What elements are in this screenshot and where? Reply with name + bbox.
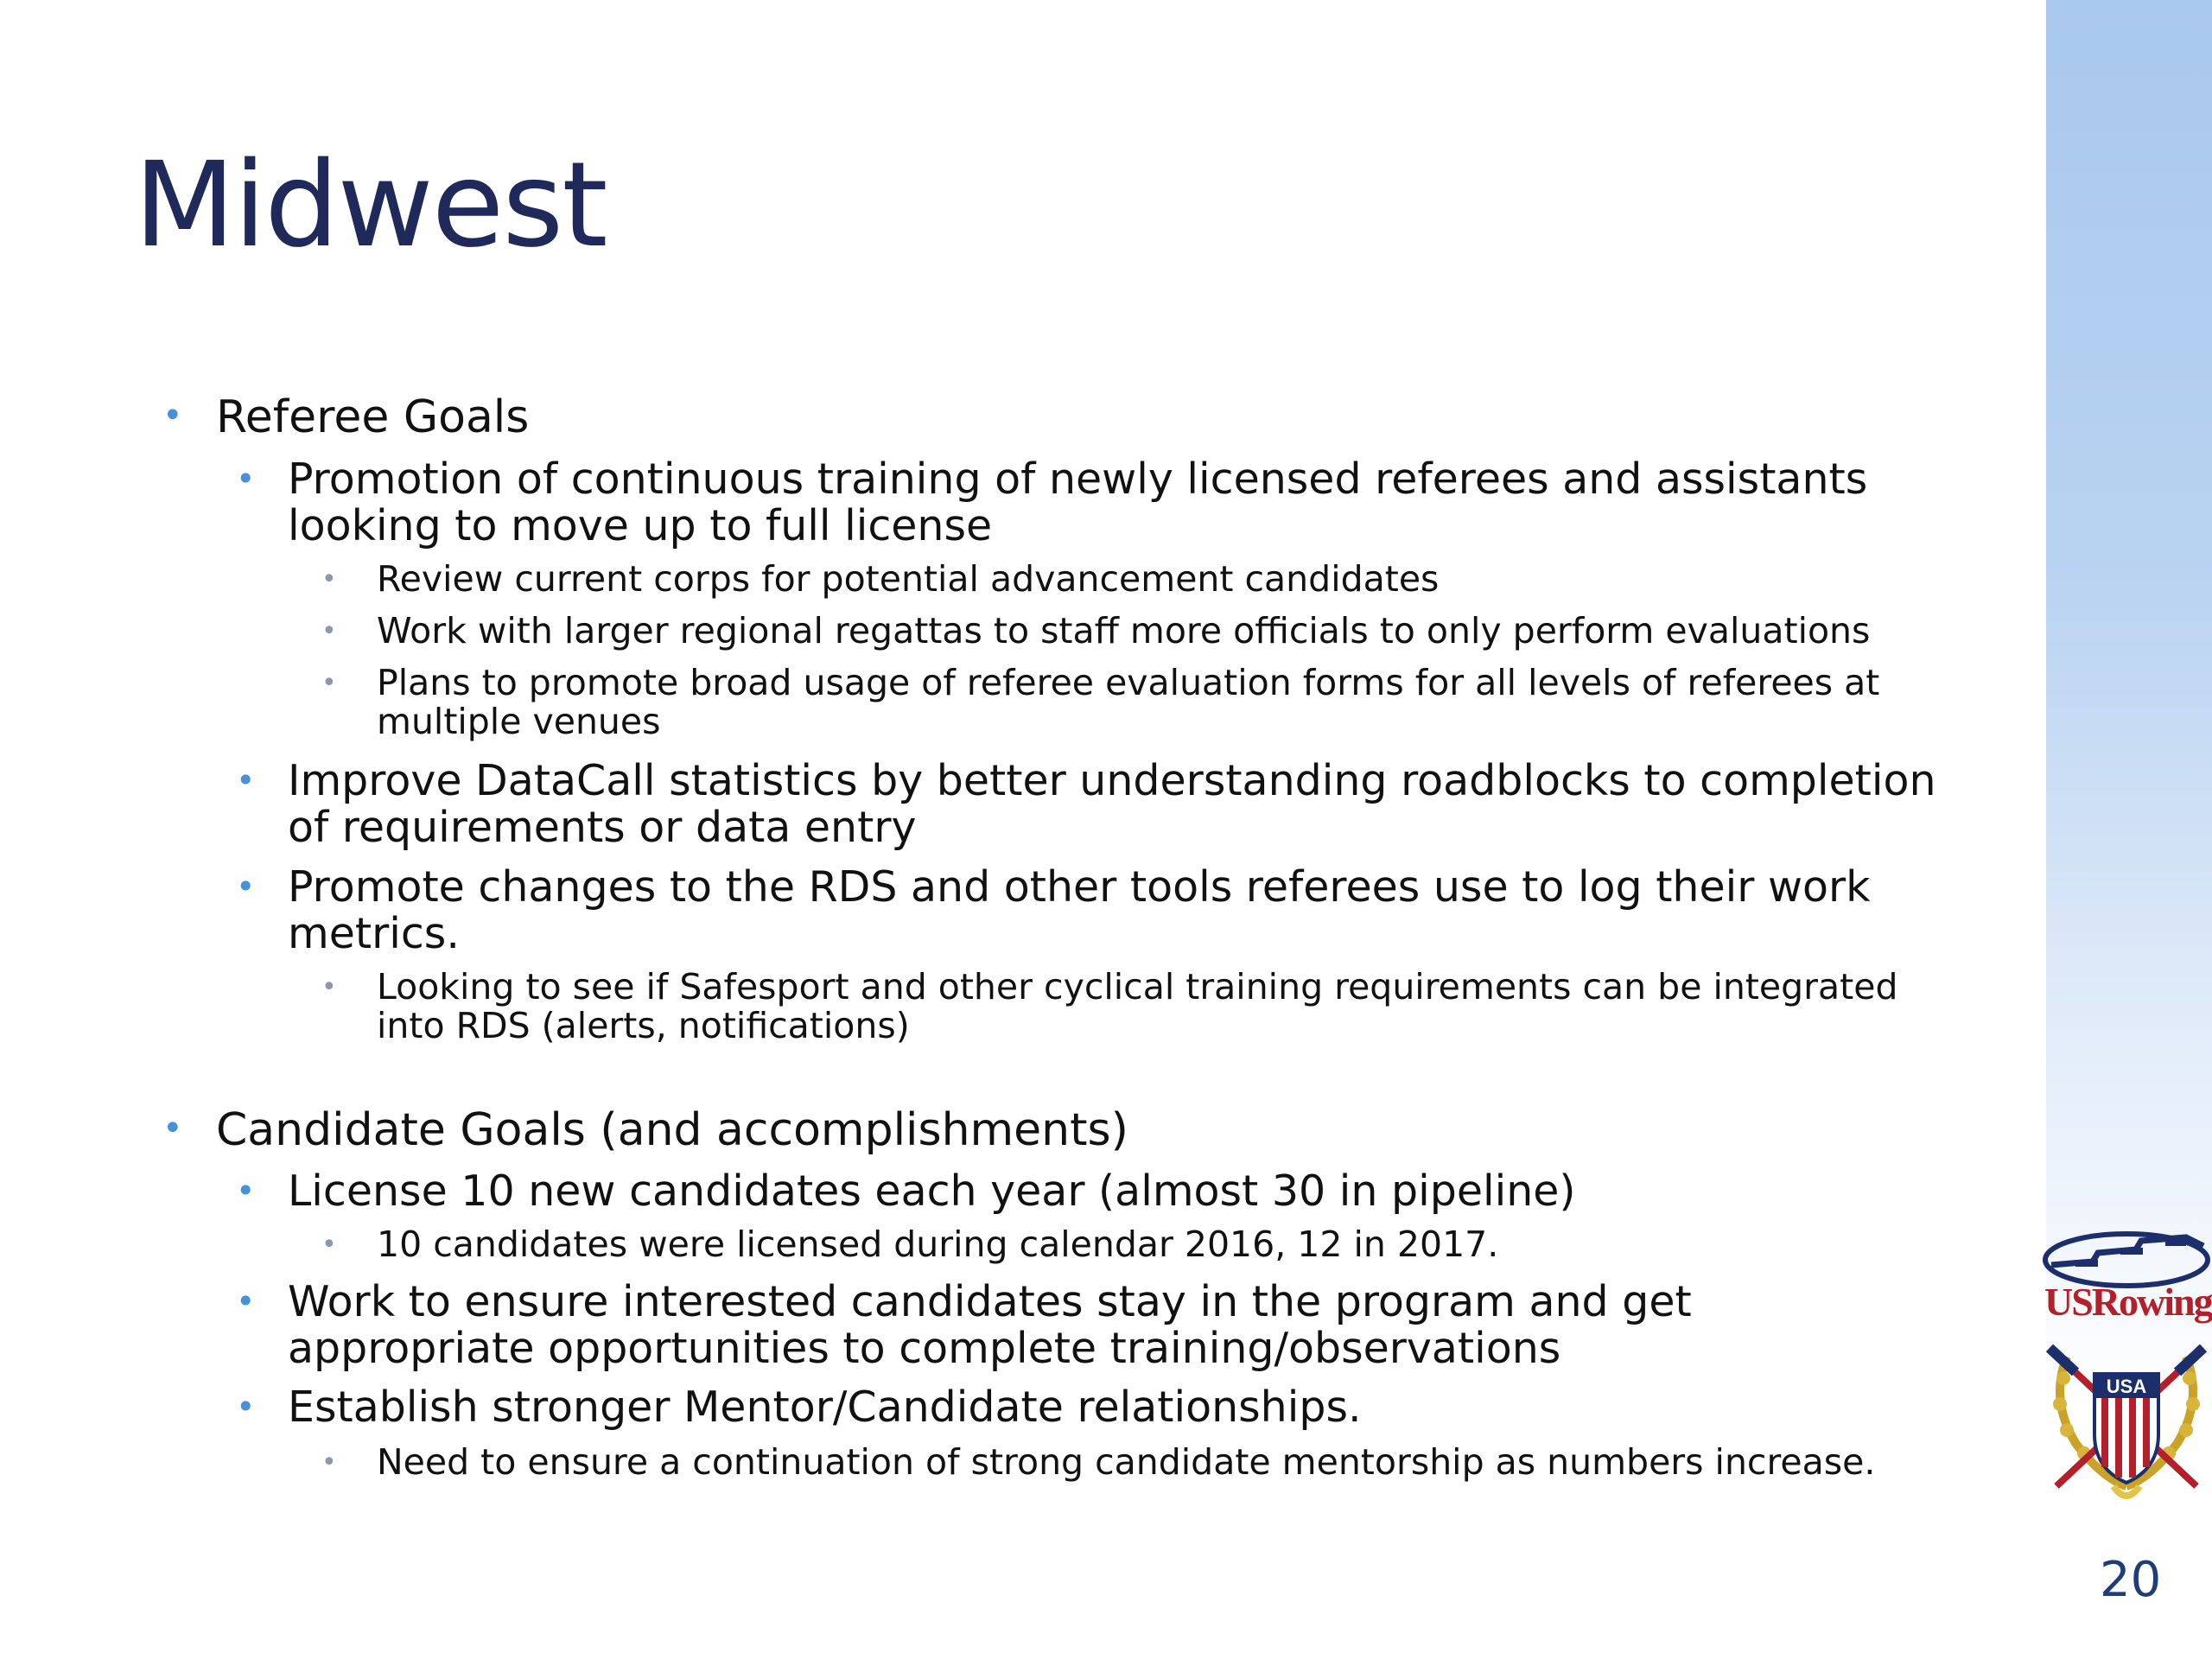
bullet-icon: • bbox=[236, 1172, 256, 1210]
bullet-text: License 10 new candidates each year (almost 30 in pipeline) bbox=[288, 1166, 1576, 1216]
bullet-establish-mentor bbox=[236, 1382, 1929, 1432]
bullet-candidate-goals bbox=[162, 1104, 1944, 1156]
bullet-icon: • bbox=[236, 868, 256, 906]
bullet-license-10 bbox=[236, 1166, 1929, 1216]
bullet-icon: • bbox=[236, 761, 256, 799]
bullet-text: Work with larger regional regattas to staff more officials to only perform evaluations bbox=[377, 610, 1871, 652]
shield-text: USA bbox=[2106, 1376, 2147, 1397]
bullet-icon: • bbox=[321, 1230, 337, 1260]
bullet-promote-changes bbox=[236, 862, 1886, 958]
bullet-icon: • bbox=[236, 1388, 256, 1426]
bullet-icon: • bbox=[321, 972, 337, 1002]
bullet-icon: • bbox=[321, 668, 337, 698]
bullet-improve-datacall bbox=[236, 756, 1938, 852]
bullet-work-regattas bbox=[321, 610, 2018, 652]
bullet-plans bbox=[321, 662, 1915, 743]
bullet-icon: • bbox=[236, 1282, 256, 1320]
bullet-text: Improve DataCall statistics by better understanding roadblocks to completion of requirements or data entry bbox=[288, 756, 1936, 852]
bullet-text: Looking to see if Safesport and other cyclical training requirements can be integrated into RDS (alerts, notifications) bbox=[377, 966, 1898, 1047]
bullet-review bbox=[321, 558, 2018, 600]
bullet-candidates-licensed bbox=[321, 1224, 2018, 1265]
bullet-icon: • bbox=[321, 1447, 337, 1478]
bullet-text: 10 candidates were licensed during calendar 2016, 12 in 2017. bbox=[377, 1224, 1499, 1265]
bullet-text: Need to ensure a continuation of strong candidate mentorship as numbers increase. bbox=[377, 1441, 1876, 1483]
bullet-looking-safesport bbox=[321, 966, 1923, 1047]
bullet-text: Establish stronger Mentor/Candidate relationships. bbox=[288, 1382, 1362, 1432]
slide-title: Midwest bbox=[134, 137, 607, 274]
usrowing-logo bbox=[2041, 1227, 2212, 1521]
page-number: 20 bbox=[2100, 1552, 2162, 1608]
bullet-text: Promotion of continuous training of newly licensed referees and assistants looking to move up to full license bbox=[288, 454, 1868, 550]
bullet-referee-goals bbox=[162, 391, 1944, 443]
bullet-promotion bbox=[236, 454, 1947, 550]
bullet-text: Referee Goals bbox=[216, 391, 530, 443]
usa-shield-icon bbox=[2094, 1374, 2158, 1483]
bullet-text: Work to ensure interested candidates stay in the program and get appropriate opportunities to complete training/observations bbox=[288, 1277, 1692, 1373]
bullet-text: Candidate Goals (and accomplishments) bbox=[216, 1104, 1128, 1156]
bullet-text: Review current corps for potential advancement candidates bbox=[377, 558, 1440, 600]
bullet-text: Plans to promote broad usage of referee evaluation forms for all levels of referees at multiple venues bbox=[377, 662, 1880, 743]
bullet-icon: • bbox=[321, 616, 337, 646]
bullet-icon: • bbox=[321, 564, 337, 594]
logo-wordmark: USRowing bbox=[2044, 1280, 2212, 1324]
bullet-need-ensure bbox=[321, 1441, 2018, 1483]
bullet-work-ensure bbox=[236, 1277, 1929, 1373]
bullet-icon: • bbox=[236, 460, 256, 498]
bullet-icon: • bbox=[162, 396, 183, 435]
bullet-icon: • bbox=[162, 1109, 183, 1148]
bullet-text: Promote changes to the RDS and other tools referees use to log their work metrics. bbox=[288, 862, 1871, 958]
